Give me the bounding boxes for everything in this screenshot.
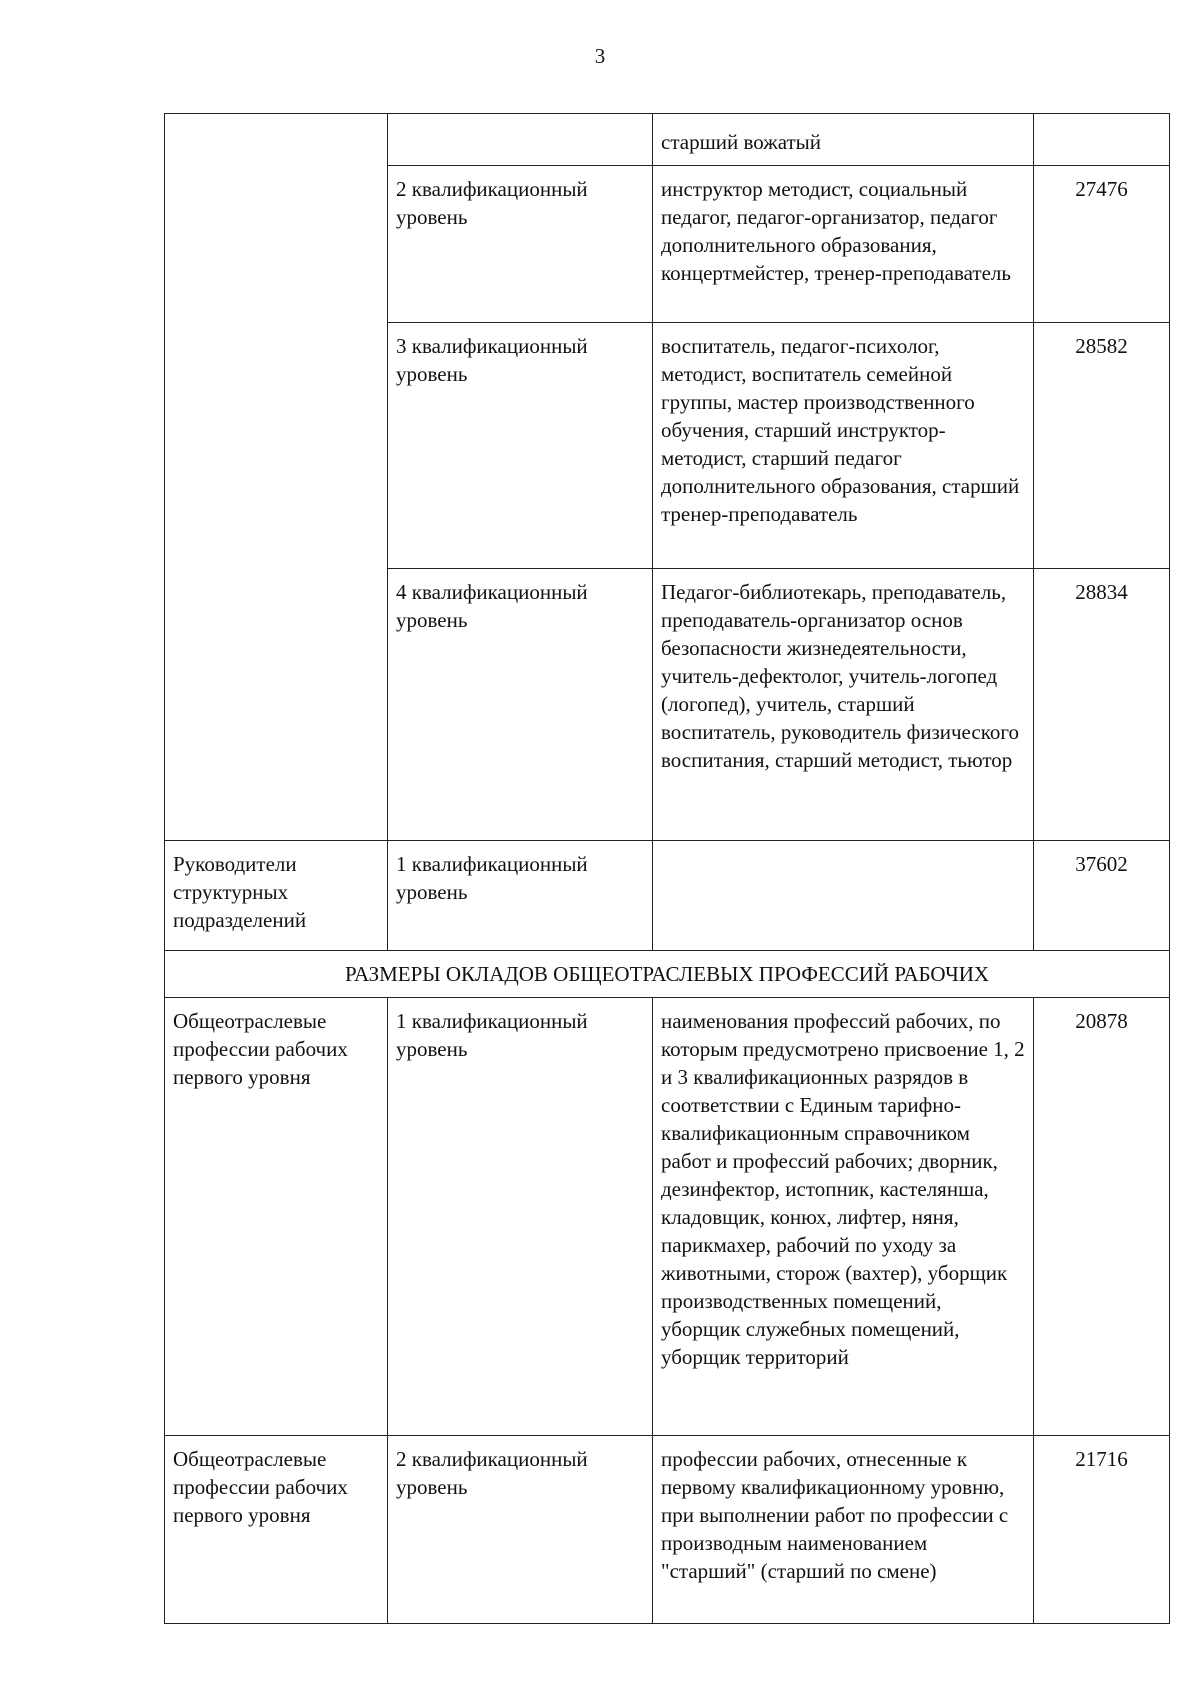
salary-cell: 37602 bbox=[1034, 841, 1170, 951]
group-cell: Общеотраслевые профессии рабочих первого уровня bbox=[165, 1436, 388, 1624]
level-cell: 1 квалификационный уровень bbox=[388, 841, 653, 951]
professions-cell: профессии рабочих, отнесенные к первому квалификационному уровню, при выполнении работ по профессии с производным наименованием "старший" (старший по смене) bbox=[653, 1436, 1034, 1624]
page-number: 3 bbox=[594, 44, 606, 68]
salary-cell: 28582 bbox=[1034, 323, 1170, 569]
salary-cell: 21716 bbox=[1034, 1436, 1170, 1624]
salary-cell bbox=[1034, 114, 1170, 166]
section-header-row bbox=[165, 951, 1170, 998]
table-row bbox=[165, 1436, 1170, 1624]
salary-table bbox=[164, 113, 1170, 1624]
level-cell: 1 квалификационный уровень bbox=[388, 998, 653, 1436]
table-row bbox=[165, 841, 1170, 951]
professions-cell: Педагог-библиотекарь, преподаватель, преподаватель-организатор основ безопасности жизнедеятельности, учитель-дефектолог, учитель-логопед (логопед), учитель, старший воспитатель, руководитель физического воспитания, старший методист, тьютор bbox=[653, 569, 1034, 841]
salary-cell: 28834 bbox=[1034, 569, 1170, 841]
professions-cell: наименования профессий рабочих, по которым предусмотрено присвоение 1, 2 и 3 квалификационных разрядов в соответствии с Единым тарифно-квалификационным справочником работ и профессий рабочих; дворник, дезинфектор, истопник, кастелянша, кладовщик, конюх, лифтер, няня, парикмахер, рабочий по уходу за животными, сторож (вахтер), уборщик производственных помещений, уборщик служебных помещений, уборщик территорий bbox=[653, 998, 1034, 1436]
professions-cell: инструктор методист, социальный педагог, педагог-организатор, педагог дополнительного образования, концертмейстер, тренер-преподаватель bbox=[653, 166, 1034, 323]
table-row bbox=[165, 114, 1170, 166]
level-cell: 2 квалификационный уровень bbox=[388, 166, 653, 323]
section-title: РАЗМЕРЫ ОКЛАДОВ ОБЩЕОТРАСЛЕВЫХ ПРОФЕССИЙ РАБОЧИХ bbox=[165, 951, 1170, 998]
table-row bbox=[165, 998, 1170, 1436]
group-cell: Руководители структурных подразделений bbox=[165, 841, 388, 951]
professions-cell bbox=[653, 841, 1034, 951]
group-cell: Общеотраслевые профессии рабочих первого уровня bbox=[165, 998, 388, 1436]
professions-cell: старший вожатый bbox=[653, 114, 1034, 166]
level-cell: 2 квалификационный уровень bbox=[388, 1436, 653, 1624]
salary-cell: 20878 bbox=[1034, 998, 1170, 1436]
level-cell bbox=[388, 114, 653, 166]
level-cell: 4 квалификационный уровень bbox=[388, 569, 653, 841]
salary-cell: 27476 bbox=[1034, 166, 1170, 323]
group-cell bbox=[165, 114, 388, 841]
professions-cell: воспитатель, педагог-психолог, методист, воспитатель семейной группы, мастер производственного обучения, старший инструктор-методист, старший педагог дополнительного образования, старший тренер-преподаватель bbox=[653, 323, 1034, 569]
level-cell: 3 квалификационный уровень bbox=[388, 323, 653, 569]
